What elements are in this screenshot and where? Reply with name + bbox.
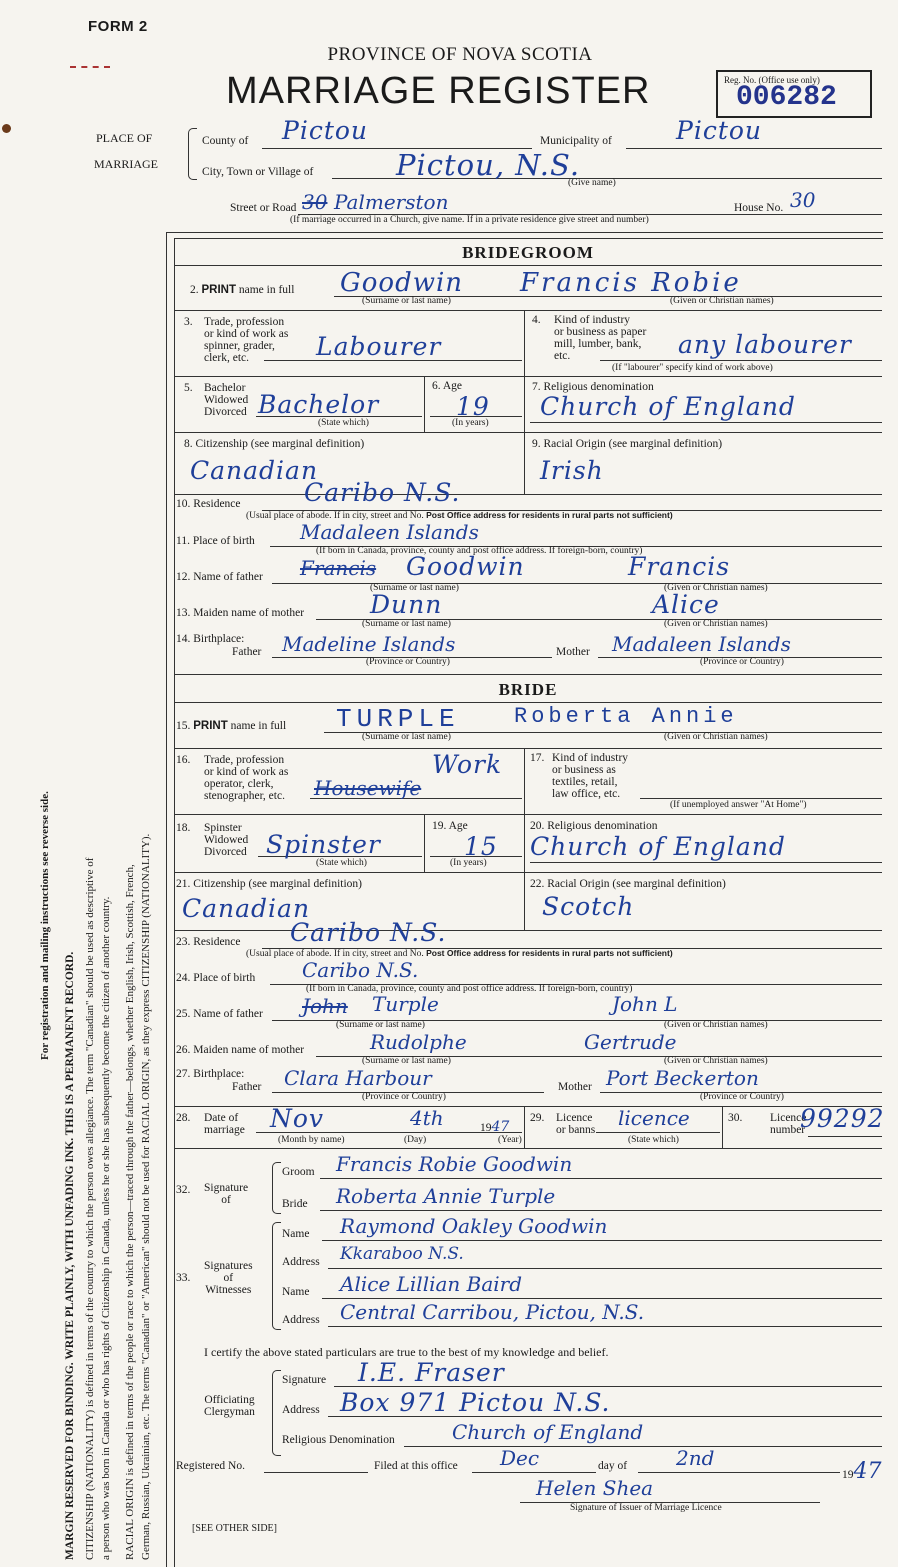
bride-signature: Roberta Annie Turple xyxy=(336,1184,556,1208)
br-trade-struck: Housewife xyxy=(314,776,422,800)
br-father-surname-note: (Surname or last name) xyxy=(336,1020,425,1030)
bg-religion-value: Church of England xyxy=(540,392,796,421)
bg-residence-value: Caribo N.S. xyxy=(304,478,461,507)
br-item-18: 18. xyxy=(176,822,191,834)
br-marital-label: Spinster Widowed Divorced xyxy=(204,822,249,859)
br-item-27: 27. Birthplace: xyxy=(176,1068,245,1080)
w2-name-label: Name xyxy=(282,1286,310,1298)
street-note: (If marriage occurred in a Church, give name. If in a private residence give street and number) xyxy=(290,215,649,225)
bg-item-5: 5. xyxy=(184,382,193,394)
officiating-address: Box 971 Pictou N.S. xyxy=(340,1388,611,1417)
bg-marital-note: (State which) xyxy=(318,418,369,428)
bg-father-given-note: (Given or Christian names) xyxy=(664,583,768,593)
br-citizenship-value: Canadian xyxy=(182,894,311,923)
br-racial-value: Scotch xyxy=(542,892,635,921)
bg-surname-note: (Surname or last name) xyxy=(362,296,451,306)
w1-address: Kkaraboo N.S. xyxy=(340,1244,464,1264)
groom-label: Groom xyxy=(282,1166,315,1178)
br-father-struck: John xyxy=(302,994,348,1018)
br-item-26: 26. Maiden name of mother xyxy=(176,1044,305,1056)
licence-label: Licence or banns xyxy=(556,1112,596,1137)
br-age-value: 15 xyxy=(464,832,498,861)
sig-brace xyxy=(272,1162,281,1214)
bg-marital-label: Bachelor Widowed Divorced xyxy=(204,382,249,419)
filed-day: 2nd xyxy=(676,1446,715,1470)
bg-item-8: 8. Citizenship (see marginal definition) xyxy=(184,438,365,450)
bg-trade-value: Labourer xyxy=(316,332,442,361)
bg-item-6: 6. Age xyxy=(432,380,463,392)
city-note: (Give name) xyxy=(568,178,616,188)
registration-number-box xyxy=(716,70,872,118)
bride-label: Bride xyxy=(282,1198,308,1210)
br-given: Roberta Annie xyxy=(514,704,738,729)
br-item-16: 16. xyxy=(176,754,191,766)
city-label: City, Town or Village of xyxy=(202,166,314,178)
br-birth-value: Caribo N.S. xyxy=(302,958,419,982)
bridegroom-heading: BRIDEGROOM xyxy=(462,243,594,262)
br-item-15: 15. PRINT name in full xyxy=(176,720,287,732)
item-33: 33. xyxy=(176,1272,191,1284)
bg-father-surname-note: (Surname or last name) xyxy=(370,583,459,593)
bg-bp-father: Madeline Islands xyxy=(282,632,456,656)
bg-item-12: 12. Name of father xyxy=(176,571,263,583)
bg-father-given: Francis xyxy=(628,552,731,581)
issuer-signature: Helen Shea xyxy=(536,1476,654,1500)
item-32: 32. xyxy=(176,1184,191,1196)
br-bp-father-note: (Province or Country) xyxy=(362,1092,446,1102)
br-surname-note: (Surname or last name) xyxy=(362,732,451,742)
bg-birth-value: Madaleen Islands xyxy=(300,520,479,544)
certify-statement: I certify the above stated particulars are true to the best of my knowledge and belief. xyxy=(204,1345,609,1359)
witness-label: Signatures of Witnesses xyxy=(204,1260,253,1297)
bg-item-9: 9. Racial Origin (see marginal definition) xyxy=(532,438,723,450)
br-birth-note: (If born in Canada, province, county and post office address. If foreign-born, country) xyxy=(306,984,633,994)
br-bp-mother-note: (Province or Country) xyxy=(700,1092,784,1102)
year-note: (Year) xyxy=(498,1135,522,1145)
bg-bp-mother-note: (Province or Country) xyxy=(700,657,784,667)
br-mother-given: Gertrude xyxy=(584,1030,677,1054)
margin-note-3: CITIZENSHIP (NATIONALITY) is defined in terms of the country to which the person owes allegiance. The term "Canadian" should be used as descriptive of xyxy=(84,857,96,1560)
bg-age-note: (In years) xyxy=(452,418,489,428)
reg-no-value: 006282 xyxy=(736,82,837,113)
br-item-24: 24. Place of birth xyxy=(176,972,256,984)
groom-signature: Francis Robie Goodwin xyxy=(336,1152,573,1176)
br-mother-surname: Rudolphe xyxy=(370,1030,467,1054)
sig-label: Signature of xyxy=(204,1182,249,1207)
officiating-religion: Church of England xyxy=(452,1420,644,1444)
bg-given: Francis Robie xyxy=(520,268,742,298)
bg-residence-note: (Usual place of abode. If in city, street and No. Post Office address for residents in rural parts not sufficient) xyxy=(246,510,673,521)
bg-given-note: (Given or Christian names) xyxy=(670,296,774,306)
br-item-20: 20. Religious denomination xyxy=(530,820,658,832)
day-of-label: day of xyxy=(598,1460,628,1472)
place-label: PLACE OF xyxy=(96,131,153,145)
br-item-23: 23. Residence xyxy=(176,936,241,948)
margin-note-4: a person who was born in Canada or who has rights of Citizenship in Canada, unless he or she has subsequently become the citizen of another country. xyxy=(100,896,112,1560)
br-trade-value: Work xyxy=(432,750,503,779)
filed-year: 1947 xyxy=(842,1459,882,1484)
officiating-label: Officiating Clergyman xyxy=(204,1394,255,1419)
licence-value: licence xyxy=(618,1106,690,1130)
w2-address-label: Address xyxy=(282,1314,320,1326)
br-father-surname: Turple xyxy=(372,992,439,1016)
br-given-note: (Given or Christian names) xyxy=(664,732,768,742)
licence-note: (State which) xyxy=(628,1135,679,1145)
registered-no-label: Registered No. xyxy=(176,1460,245,1472)
br-bp-mother: Port Beckerton xyxy=(606,1066,759,1090)
bg-mother-surname-note: (Surname or last name) xyxy=(362,619,451,629)
witness-brace xyxy=(272,1222,281,1330)
date-month: Nov xyxy=(270,1104,325,1133)
day-note: (Day) xyxy=(404,1135,427,1145)
street-label: Street or Road xyxy=(230,202,297,214)
municipality-value: Pictou xyxy=(676,116,763,145)
br-bp-mother-label: Mother xyxy=(558,1081,592,1093)
place-brace xyxy=(188,128,197,180)
margin-note-1: For registration and mailing instructions see reverse side. xyxy=(39,791,51,1060)
bg-item-2: 2. PRINT name in full xyxy=(190,284,295,296)
bg-item-7: 7. Religious denomination xyxy=(532,381,654,393)
bg-mother-given: Alice xyxy=(652,590,720,619)
br-item-25: 25. Name of father xyxy=(176,1008,263,1020)
bg-father-struck: Francis xyxy=(300,556,377,580)
br-father-given: John L xyxy=(612,992,678,1016)
br-residence-note: (Usual place of abode. If in city, street and No. Post Office address for residents in rural parts not sufficient) xyxy=(246,948,673,959)
item-29: 29. xyxy=(530,1112,545,1124)
br-bp-father: Clara Harbour xyxy=(284,1066,432,1090)
place-label-2: MARRIAGE xyxy=(94,157,159,171)
w2-name: Alice Lillian Baird xyxy=(340,1272,523,1296)
bg-industry-label: Kind of industry or business as paper mill, lumber, bank, etc. xyxy=(554,314,647,363)
w1-name: Raymond Oakley Goodwin xyxy=(340,1214,608,1238)
br-residence-value: Caribo N.S. xyxy=(290,918,447,947)
br-religion-value: Church of England xyxy=(530,832,786,861)
bg-bp-mother: Madaleen Islands xyxy=(612,632,791,656)
margin-note-2: MARGIN RESERVED FOR BINDING. WRITE PLAINLY, WITH UNFADING INK. THIS IS A PERMANENT RECORD. xyxy=(64,951,76,1560)
licence-number-label: Licence number xyxy=(770,1112,807,1137)
ink-blot xyxy=(2,124,11,133)
bg-trade-label: Trade, profession or kind of work as spinner, grader, clerk, etc. xyxy=(204,316,289,365)
bg-surname: Goodwin xyxy=(340,268,464,298)
bg-citizenship-value: Canadian xyxy=(190,456,319,485)
w1-address-label: Address xyxy=(282,1256,320,1268)
month-note: (Month by name) xyxy=(278,1135,345,1145)
br-item-21: 21. Citizenship (see marginal definition) xyxy=(176,878,362,890)
w2-address: Central Carribou, Pictou, N.S. xyxy=(340,1300,645,1324)
off-address-label: Address xyxy=(282,1404,320,1416)
br-age-note: (In years) xyxy=(450,858,487,868)
margin-note-6: German, Russian, Ukrainian, etc. The terms "Canadian" or "American" should not be used for RACIAL ORIGIN, as they express CITIZENSHIP (NATIONALITY). xyxy=(140,833,152,1560)
bg-item-3: 3. xyxy=(184,316,193,328)
br-industry-note: (If unemployed answer "At Home") xyxy=(670,800,807,810)
bg-racial-value: Irish xyxy=(540,456,604,485)
filed-label: Filed at this office xyxy=(374,1460,458,1472)
county-value: Pictou xyxy=(282,116,369,145)
w1-name-label: Name xyxy=(282,1228,310,1240)
form-number: FORM 2 xyxy=(88,18,148,35)
br-marital-note: (State which) xyxy=(316,858,367,868)
bg-mother-given-note: (Given or Christian names) xyxy=(664,619,768,629)
margin-note-5: RACIAL ORIGIN is defined in terms of the people or race to which the person—traced through the father—belongs, whether English, Irish, Scottish, French, xyxy=(124,864,136,1560)
red-mark xyxy=(70,66,110,68)
bg-mother-surname: Dunn xyxy=(370,590,443,619)
bg-item-13: 13. Maiden name of mother xyxy=(176,607,305,619)
date-day: 4th xyxy=(410,1106,444,1130)
br-surname: TURPLE xyxy=(336,704,460,734)
province-heading: PROVINCE OF NOVA SCOTIA xyxy=(327,44,593,65)
reg-no-label: Reg. No. (Office use only) xyxy=(724,75,820,85)
br-marital-value: Spinster xyxy=(266,830,381,859)
officiating-signature: I.E. Fraser xyxy=(358,1358,505,1387)
br-industry-label: Kind of industry or business as textiles, retail, law office, etc. xyxy=(552,752,629,801)
street-struck: 30 xyxy=(302,190,328,214)
off-signature-label: Signature xyxy=(282,1374,327,1386)
date-label: Date of marriage xyxy=(204,1112,245,1137)
street-value: Palmerston xyxy=(334,190,449,214)
bg-item-14: 14. Birthplace: xyxy=(176,633,245,645)
bg-item-4: 4. xyxy=(532,314,541,326)
county-label: County of xyxy=(202,135,249,147)
house-label: House No. xyxy=(734,202,784,214)
licence-number-value: 99292 xyxy=(800,1104,885,1133)
br-bp-father-label: Father xyxy=(232,1081,262,1093)
officiating-brace xyxy=(272,1370,281,1456)
bg-birth-note: (If born in Canada, province, county and post office address. If foreign-born, country) xyxy=(316,546,643,556)
item-28: 28. xyxy=(176,1112,191,1124)
br-item-17: 17. xyxy=(530,752,545,764)
bg-bp-father-note: (Province or Country) xyxy=(366,657,450,667)
filed-month: Dec xyxy=(500,1446,540,1470)
item-30: 30. xyxy=(728,1112,743,1124)
issuer-label: Signature of Issuer of Marriage Licence xyxy=(570,1503,722,1513)
bg-industry-note: (If "labourer" specify kind of work above) xyxy=(612,363,773,373)
see-other-side: [SEE OTHER SIDE] xyxy=(192,1523,277,1534)
bg-item-10: 10. Residence xyxy=(176,498,241,510)
br-father-given-note: (Given or Christian names) xyxy=(664,1020,768,1030)
br-mother-given-note: (Given or Christian names) xyxy=(664,1056,768,1066)
bg-bp-father-label: Father xyxy=(232,646,262,658)
bg-marital-value: Bachelor xyxy=(258,390,380,419)
br-item-19: 19. Age xyxy=(432,820,468,832)
br-mother-surname-note: (Surname or last name) xyxy=(362,1056,451,1066)
bg-item-11: 11. Place of birth xyxy=(176,535,255,547)
municipality-label: Municipality of xyxy=(540,135,612,147)
br-trade-label: Trade, profession or kind of work as operator, clerk, stenographer, etc. xyxy=(204,754,289,803)
bg-father-surname: Goodwin xyxy=(406,552,525,581)
bg-age-value: 19 xyxy=(456,392,490,421)
bg-industry-value: any labourer xyxy=(678,330,852,359)
bride-heading: BRIDE xyxy=(498,680,558,699)
bg-bp-mother-label: Mother xyxy=(556,646,590,658)
date-year-print: 1947 xyxy=(480,1119,510,1135)
city-value: Pictou, N.S. xyxy=(396,148,581,182)
page-title: MARRIAGE REGISTER xyxy=(226,70,651,112)
br-item-22: 22. Racial Origin (see marginal definition) xyxy=(530,878,726,890)
house-value: 30 xyxy=(790,188,816,212)
off-relig-label: Religious Denomination xyxy=(282,1434,395,1446)
